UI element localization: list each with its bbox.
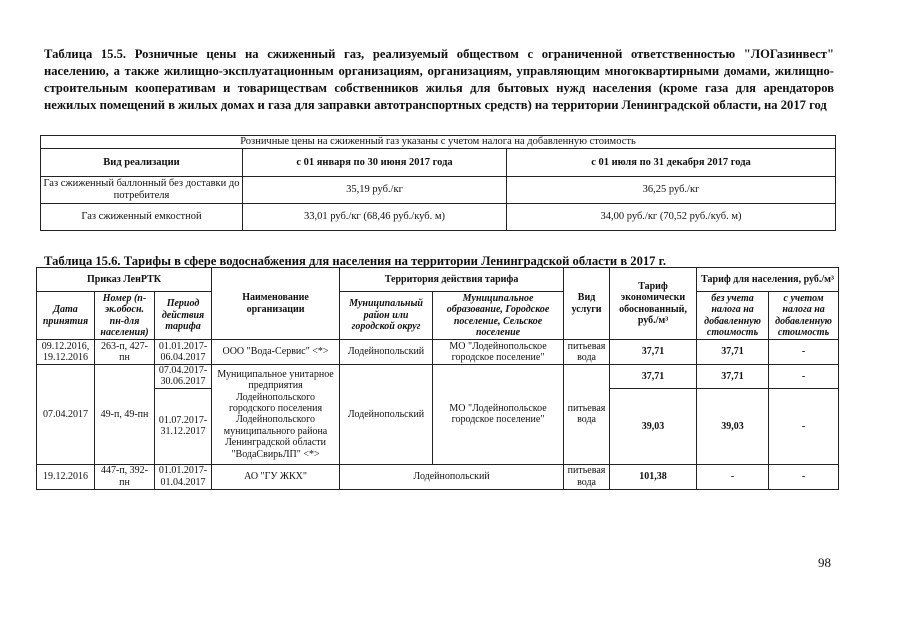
- cell-period: 01.01.2017-01.04.2017: [155, 464, 212, 489]
- header-org: Наименование организации: [212, 268, 340, 340]
- cell-no-vat: 37,71: [697, 340, 769, 365]
- cell-price1: 35,19 руб./кг: [243, 177, 507, 204]
- water-tariffs-table: [36, 267, 839, 490]
- cell-period: 07.04.2017-30.06.2017: [155, 365, 212, 389]
- header-date: Дата принятия: [37, 292, 95, 340]
- header-with-vat: с учетом налога на добавленную стоимость: [769, 292, 839, 340]
- cell-no-vat: 39,03: [697, 388, 769, 464]
- cell-price1: 33,01 руб./кг (68,46 руб./куб. м): [243, 204, 507, 231]
- cell-period: 01.01.2017-06.04.2017: [155, 340, 212, 365]
- cell-org: Муниципальное унитарное предприятия Лодейнопольского городского поселения Лодейнопольского муниципального района Ленинградской области "ВодаСвирьЛП" <*>: [212, 365, 340, 465]
- cell-district: Лодейнопольский: [340, 365, 433, 465]
- cell-with-vat: -: [769, 464, 839, 489]
- cell-tariff: 39,03: [610, 388, 697, 464]
- cell-formation: МО "Лодейнопольское городское поселение": [433, 365, 564, 465]
- col-header-type: Вид реализации: [41, 149, 243, 177]
- cell-price2: 34,00 руб./кг (70,52 руб./куб. м): [507, 204, 836, 231]
- cell-type: Газ сжиженный баллонный без доставки до потребителя: [41, 177, 243, 204]
- cell-number: 49-п, 49-пн: [95, 365, 155, 465]
- cell-org: АО "ГУ ЖКХ": [212, 464, 340, 489]
- cell-service: питьевая вода: [564, 365, 610, 465]
- cell-date: 19.12.2016: [37, 464, 95, 489]
- cell-period: 01.07.2017-31.12.2017: [155, 388, 212, 464]
- cell-district: Лодейнопольский: [340, 464, 564, 489]
- page-number: 98: [818, 555, 831, 570]
- cell-date: 09.12.2016, 19.12.2016: [37, 340, 95, 365]
- cell-formation: МО "Лодейнопольское городское поселение": [433, 340, 564, 365]
- cell-tariff: 37,71: [610, 340, 697, 365]
- cell-type: Газ сжиженный емкостной: [41, 204, 243, 231]
- table-row: [41, 177, 836, 204]
- header-municipal-district: Муниципальный район или городской округ: [340, 292, 433, 340]
- cell-service: питьевая вода: [564, 464, 610, 489]
- cell-with-vat: -: [769, 340, 839, 365]
- header-territory: Территория действия тарифа: [340, 268, 564, 292]
- table-row: [37, 464, 839, 489]
- cell-number: 263-п, 427-пн: [95, 340, 155, 365]
- header-tariff-population: Тариф для населения, руб./м³: [697, 268, 839, 292]
- cell-service: питьевая вода: [564, 340, 610, 365]
- header-no-vat: без учета налога на добавленную стоимость: [697, 292, 769, 340]
- cell-with-vat: -: [769, 388, 839, 464]
- col-header-period1: с 01 января по 30 июня 2017 года: [243, 149, 507, 177]
- table-15-5-caption: Таблица 15.5. Розничные цены на сжиженный газ, реализуемый обществом с ограниченной ответственностью "ЛОГазинвест" населению, а также жилищно-эксплуатационным организациям, организациям, управляющим многоквартирными домами, жилищно-строительным кооперативам и товариществам собственников жилья для бытовых нужд населения (кроме газа для арендаторов нежилых помещений в жилых домах и газа для заправки автотранспортных средств) на территории Ленинградской области, на 2017 год: [44, 47, 834, 112]
- header-order: Приказ ЛенРТК: [37, 268, 212, 292]
- cell-tariff: 37,71: [610, 365, 697, 389]
- cell-no-vat: -: [697, 464, 769, 489]
- header-service: Вид услуги: [564, 268, 610, 340]
- cell-price2: 36,25 руб./кг: [507, 177, 836, 204]
- gas-prices-table: [40, 135, 836, 231]
- vat-note: Розничные цены на сжиженный газ указаны с учетом налога на добавленную стоимость: [41, 136, 836, 149]
- col-header-period2: с 01 июля по 31 декабря 2017 года: [507, 149, 836, 177]
- cell-org: ООО "Вода-Сервис" <*>: [212, 340, 340, 365]
- cell-no-vat: 37,71: [697, 365, 769, 389]
- cell-date: 07.04.2017: [37, 365, 95, 465]
- table-row: [37, 340, 839, 365]
- header-number: Номер (п-эк.обосн. пн-для населения): [95, 292, 155, 340]
- cell-number: 447-п, 392-пн: [95, 464, 155, 489]
- cell-with-vat: -: [769, 365, 839, 389]
- cell-district: Лодейнопольский: [340, 340, 433, 365]
- table-row: [41, 204, 836, 231]
- header-tariff: Тариф экономически обоснованный, руб./м³: [610, 268, 697, 340]
- table-row: [37, 365, 839, 389]
- table-15-6-caption: Таблица 15.6. Тарифы в сфере водоснабжения для населения на территории Ленинградской области в 2017 г.: [44, 254, 667, 268]
- header-municipal-formation: Муниципальное образование, Городское поселение, Сельское поселение: [433, 292, 564, 340]
- cell-tariff: 101,38: [610, 464, 697, 489]
- header-period: Период действия тарифа: [155, 292, 212, 340]
